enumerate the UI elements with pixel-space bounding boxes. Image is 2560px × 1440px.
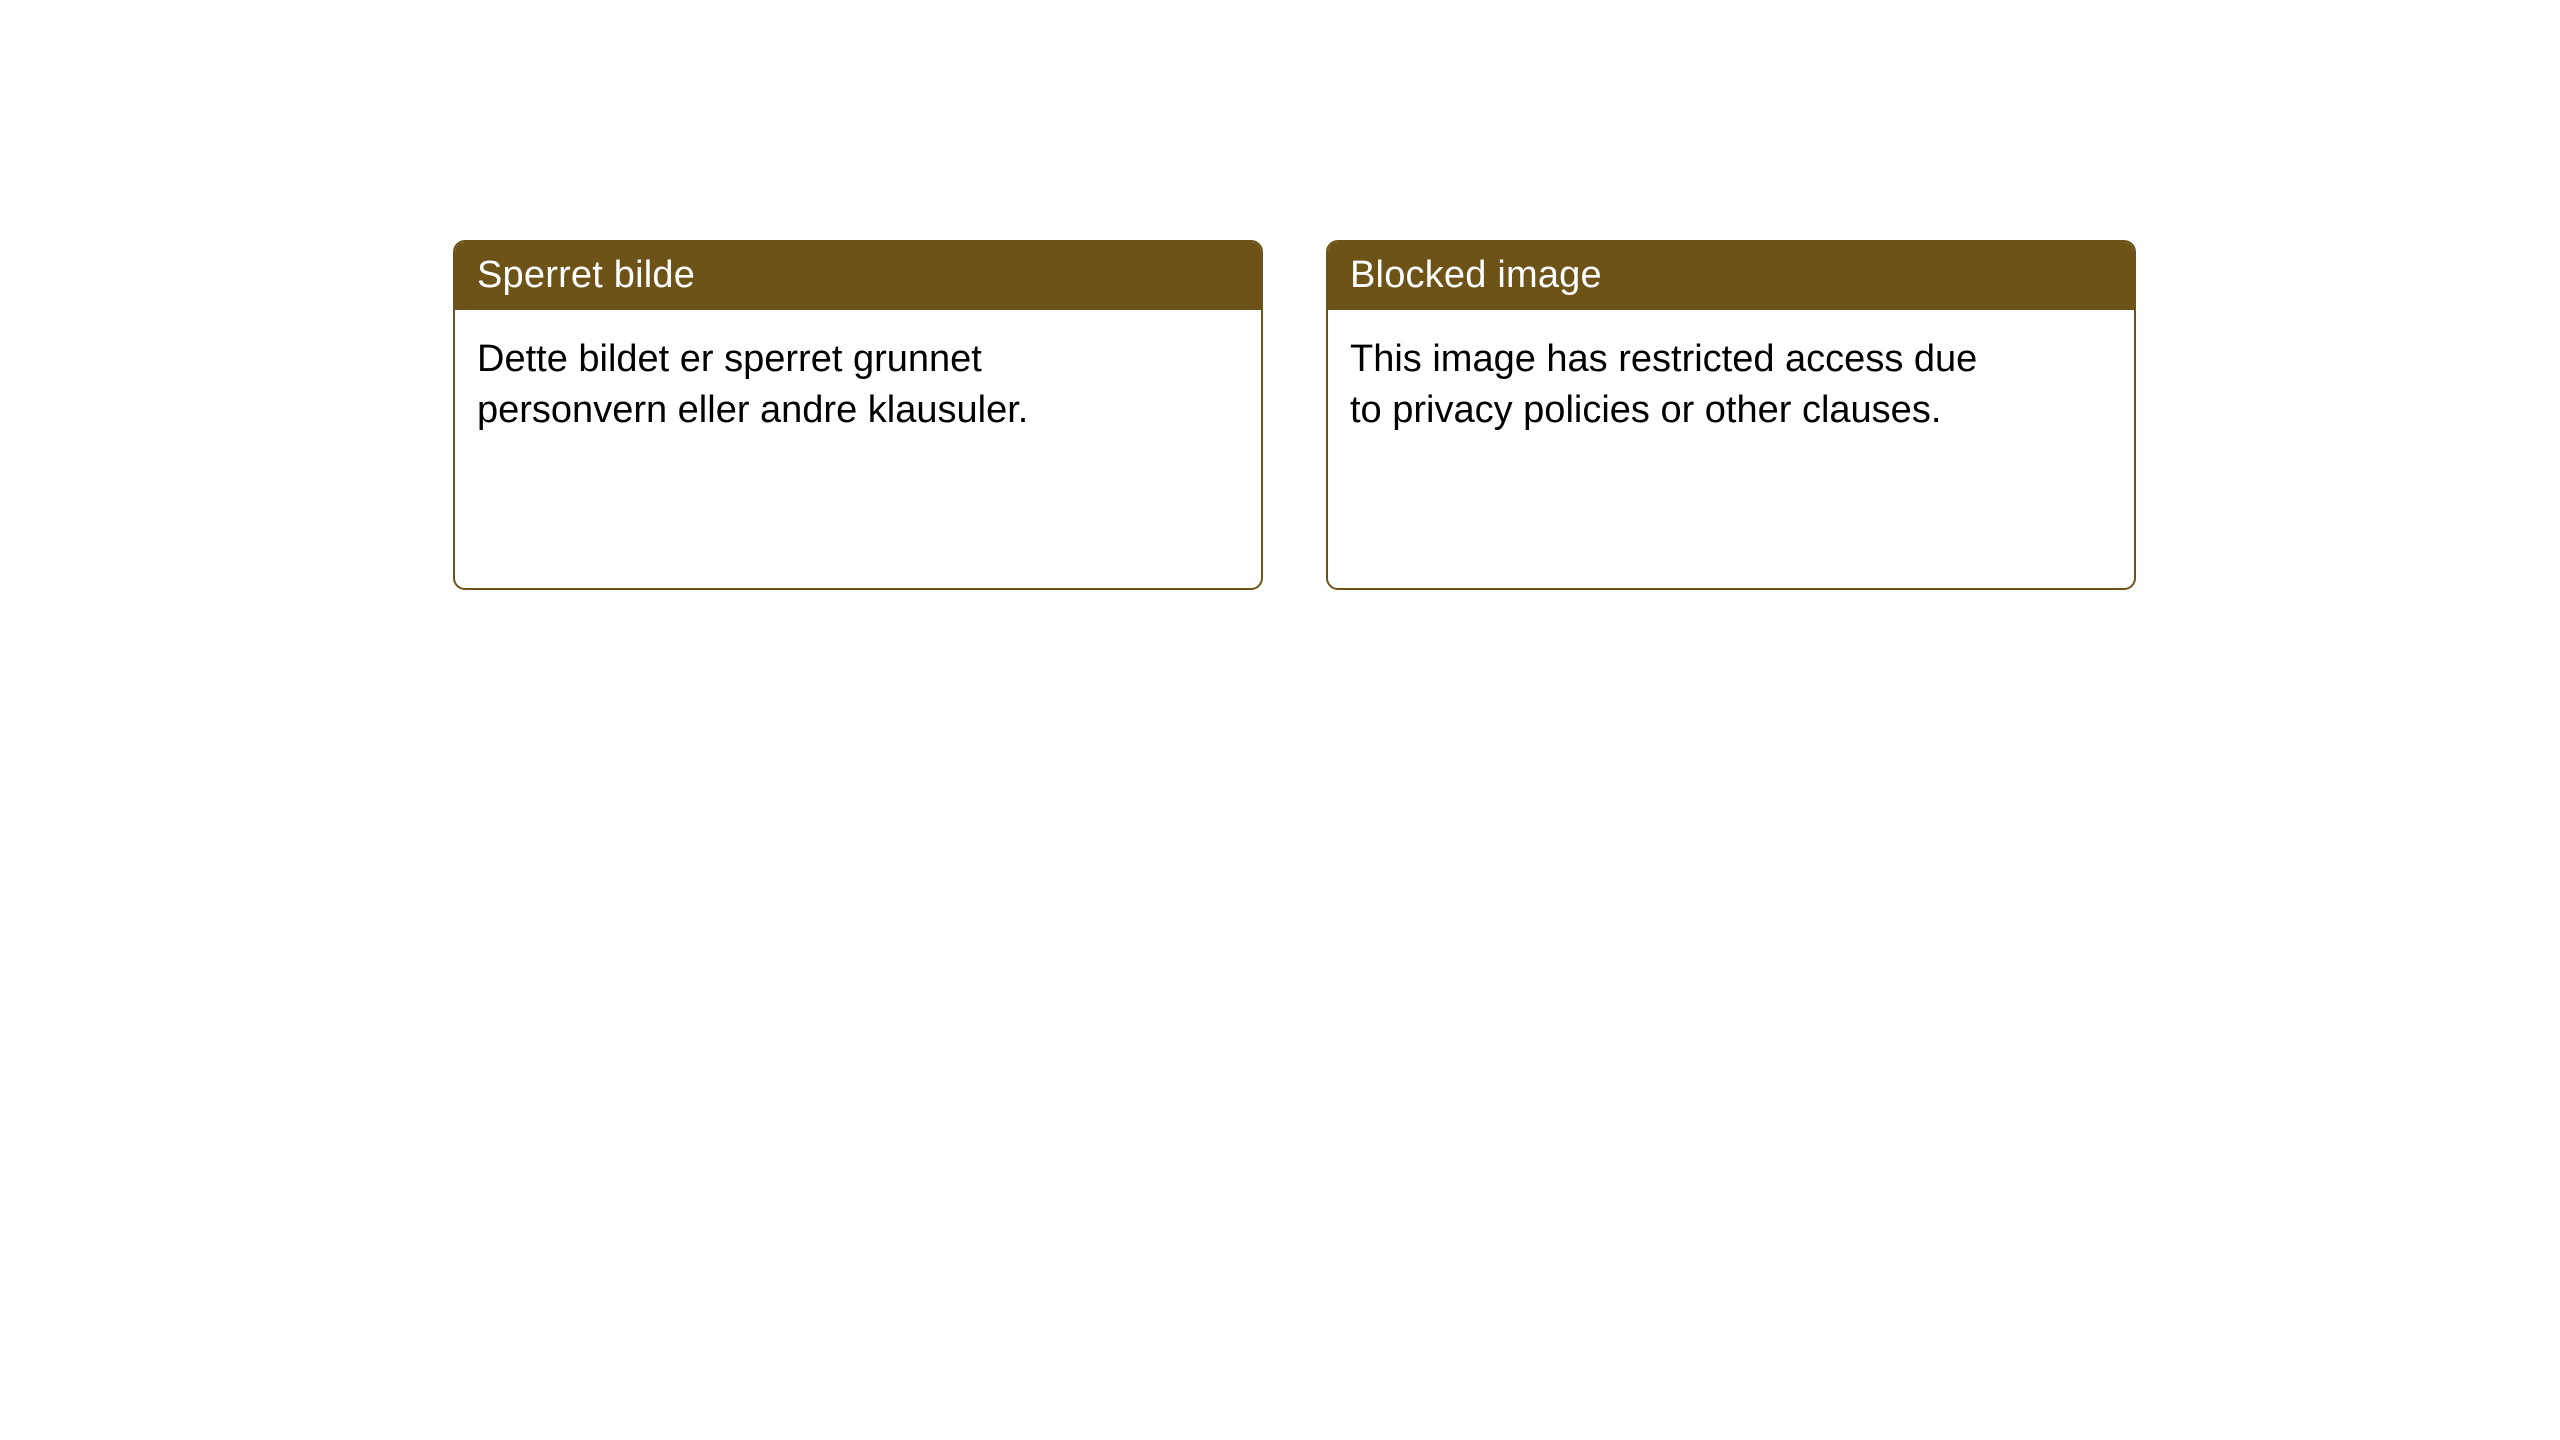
notice-message-english: This image has restricted access due to privacy policies or other clauses. [1350, 338, 1978, 431]
blocked-image-notice-norwegian [453, 240, 1263, 590]
notice-title-english: Blocked image [1328, 242, 2134, 310]
notice-title-norwegian: Sperret bilde [455, 242, 1261, 310]
blocked-image-notice-area [453, 240, 2136, 590]
notice-body-norwegian [455, 310, 1261, 588]
notice-body-english [1328, 310, 2134, 588]
notice-message-norwegian: Dette bildet er sperret grunnet personvern eller andre klausuler. [477, 338, 1029, 431]
blocked-image-notice-english [1326, 240, 2136, 590]
